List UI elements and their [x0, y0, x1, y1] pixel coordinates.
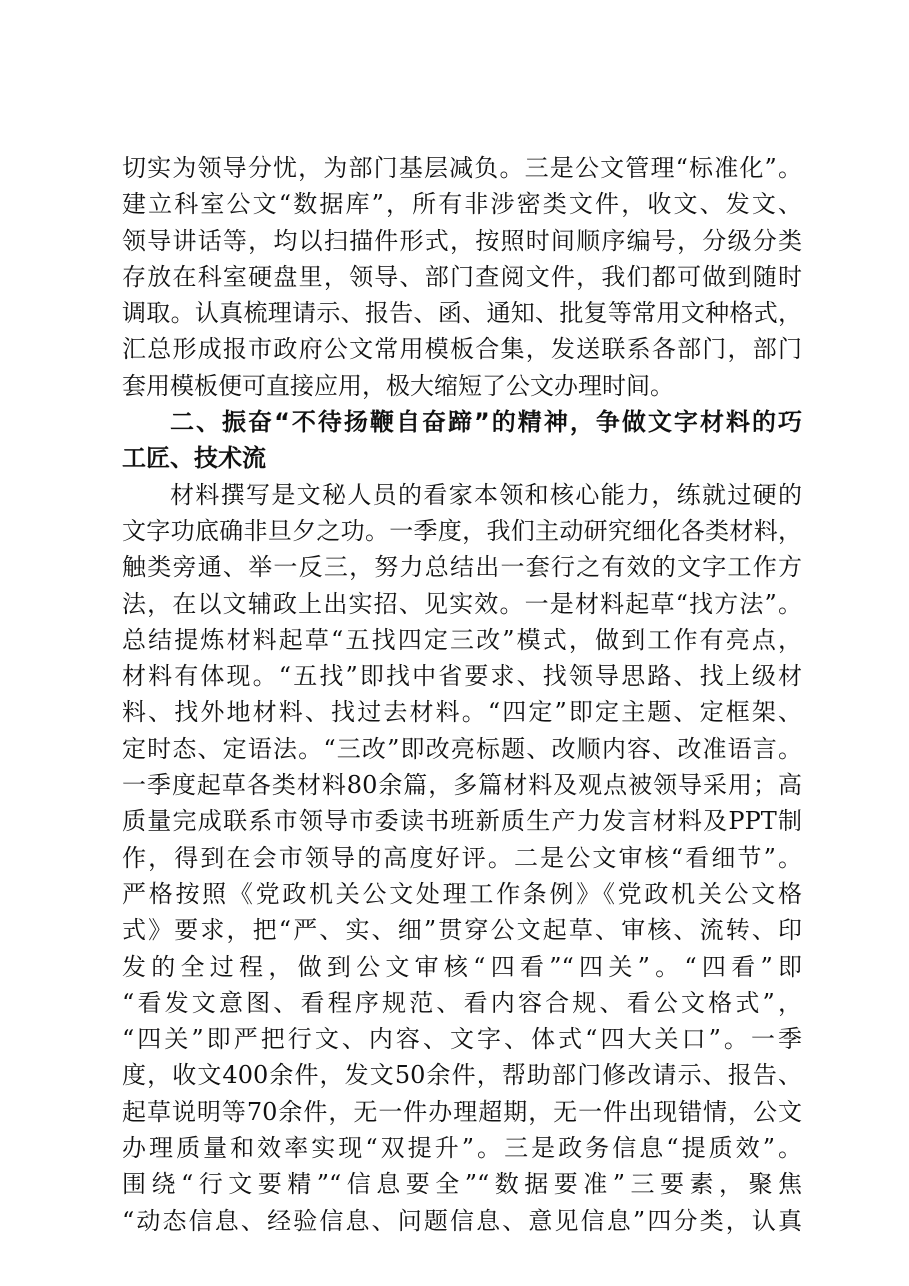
text-line: 一季度起草各类材料80余篇，多篇材料及观点被领导采用；高	[122, 771, 802, 800]
text-line: 起草说明等70余件，无一件办理超期，无一件出现错情，公文	[122, 1097, 802, 1126]
text-line: 质量完成联系市领导市委读书班新质生产力发言材料及PPT制	[122, 807, 802, 836]
text-line: 严格按照《党政机关公文处理工作条例》《党政机关公文格	[122, 879, 802, 908]
paragraph-1	[122, 150, 802, 404]
text-line: 建立科室公文“数据库”，所有非涉密类文件，收文、发文、	[122, 190, 802, 219]
text-line: 触类旁通、举一反三，努力总结出一套行之有效的文字工作方	[122, 553, 802, 582]
text-line: 法，在以文辅政上出实招、见实效。一是材料起草“找方法”。	[122, 589, 802, 618]
text-line: 度，收文400余件，发文50余件，帮助部门修改请示、报告、	[122, 1061, 802, 1090]
text-line: 作，得到在会市领导的高度好评。二是公文审核“看细节”。	[122, 843, 802, 872]
text-line: 调取。认真梳理请示、报告、函、通知、批复等常用文种格式，	[122, 299, 802, 328]
text-line: 料、找外地材料、找过去材料。“四定”即定主题、定框架、	[122, 698, 802, 727]
document-body	[122, 150, 802, 1239]
text-line: 定时态、定语法。“三改”即改亮标题、改顺内容、改准语言。	[122, 734, 802, 763]
text-line: 围绕“行文要精”“信息要全”“数据要准”三要素，聚焦	[122, 1170, 802, 1199]
text-line: 汇总形成报市政府公文常用模板合集，发送联系各部门，部门	[122, 335, 802, 364]
section-heading-2	[122, 404, 802, 477]
heading-line: 二、振奋“不待扬鞭自奋蹄”的精神，争做文字材料的巧	[170, 408, 802, 437]
text-line: 切实为领导分忧，为部门基层减负。三是公文管理“标准化”。	[122, 154, 802, 182]
paragraph-2	[122, 477, 802, 1239]
text-line: 文字功底确非旦夕之功。一季度，我们主动研究细化各类材料，	[122, 516, 802, 545]
text-line: 办理质量和效率实现“双提升”。三是政务信息“提质效”。	[122, 1134, 802, 1163]
text-line: “看发文意图、看程序规范、看内容合规、看公文格式”，	[122, 988, 802, 1017]
text-line: 套用模板便可直接应用，极大缩短了公文办理时间。	[122, 371, 674, 400]
text-line: 材料撰写是文秘人员的看家本领和核心能力，练就过硬的	[170, 480, 802, 509]
text-line: 总结提炼材料起草“五找四定三改”模式，做到工作有亮点，	[122, 625, 802, 654]
heading-line: 工匠、技术流	[122, 444, 266, 473]
text-line: “四关”即严把行文、内容、文字、体式“四大关口”。一季	[122, 1025, 802, 1054]
text-line: 发的全过程，做到公文审核“四看”“四关”。“四看”即	[122, 952, 802, 981]
text-line: 材料有体现。“五找”即找中省要求、找领导思路、找上级材	[122, 662, 802, 691]
text-line: 存放在科室硬盘里，领导、部门查阅文件，我们都可做到随时	[122, 262, 802, 291]
text-line: 式》要求，把“严、实、细”贯穿公文起草、审核、流转、印	[122, 916, 802, 945]
text-line: 领导讲话等，均以扫描件形式，按照时间顺序编号，分级分类	[122, 226, 802, 255]
text-line: “动态信息、经验信息、问题信息、意见信息”四分类，认真	[122, 1206, 802, 1235]
